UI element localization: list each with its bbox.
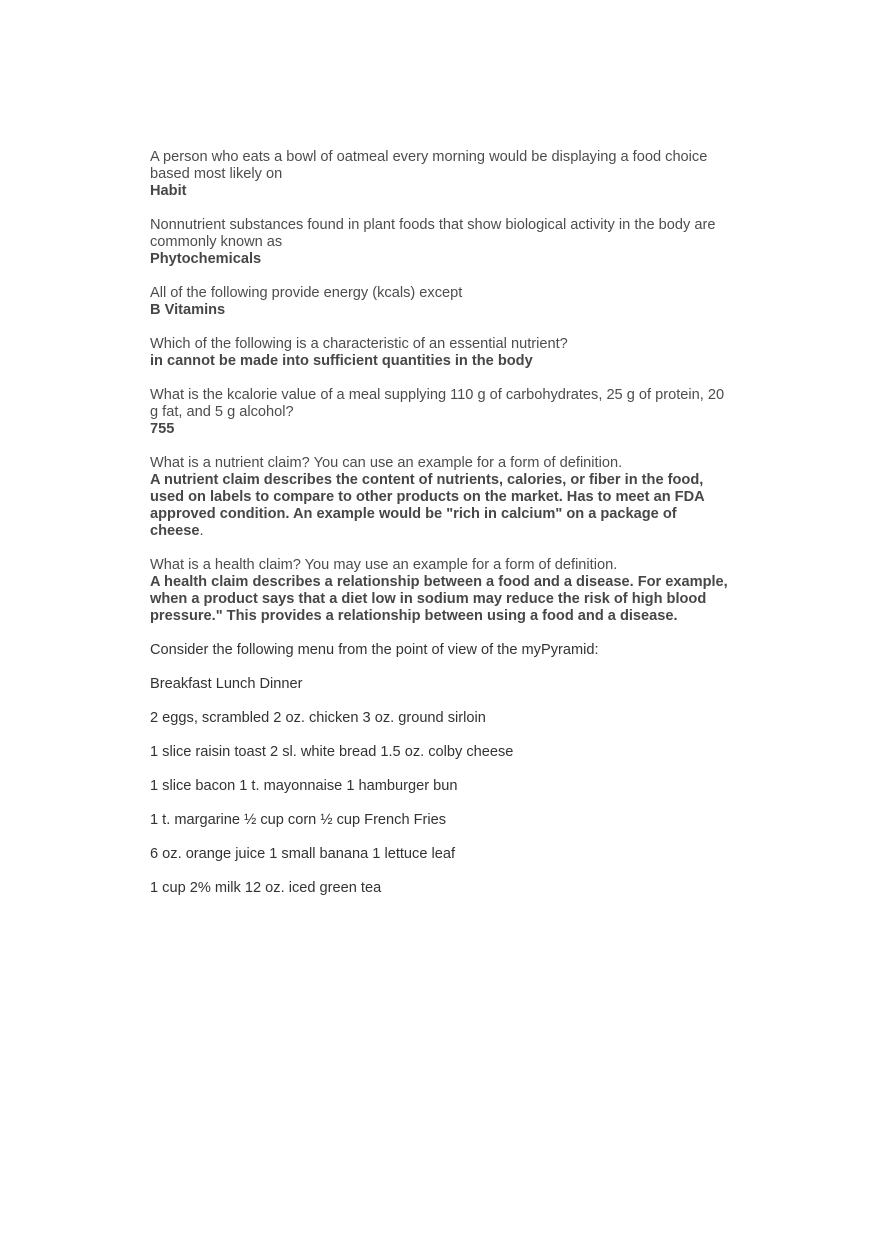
answer-text xyxy=(150,472,730,540)
question-text: What is a health claim? You may use an example for a form of definition. xyxy=(150,557,618,573)
answer-main: B Vitamins xyxy=(150,302,226,318)
qa-item-essential-nutrient xyxy=(150,336,730,370)
answer-main: Habit xyxy=(150,183,187,199)
qa-item-nutrient-claim xyxy=(150,455,730,540)
question-text: All of the following provide energy (kcals) except xyxy=(150,285,463,301)
menu-row: 1 slice raisin toast 2 sl. white bread 1.5 oz. colby cheese xyxy=(150,744,514,760)
answer-main: A health claim describes a relationship between a food and a disease. For example, when a product says that a diet low in sodium may reduce the risk of high blood pressure." This provides a relationship between using a food and a disease. xyxy=(150,574,728,624)
menu-row: 2 eggs, scrambled 2 oz. chicken 3 oz. ground sirloin xyxy=(150,710,486,726)
qa-item-kcalorie xyxy=(150,387,730,438)
menu-row: 6 oz. orange juice 1 small banana 1 lettuce leaf xyxy=(150,846,456,862)
qa-item-habit xyxy=(150,149,730,200)
qa-item-phytochemicals xyxy=(150,217,730,268)
question-text: What is a nutrient claim? You can use an example for a form of definition. xyxy=(150,455,623,471)
answer-suffix: . xyxy=(199,523,204,539)
answer-text xyxy=(150,302,730,319)
menu-row: 1 cup 2% milk 12 oz. iced green tea xyxy=(150,880,382,896)
question-text: Nonnutrient substances found in plant foods that show biological activity in the body are commonly known as xyxy=(150,217,716,250)
question-text: Which of the following is a characteristic of an essential nutrient? xyxy=(150,336,568,352)
question-text: What is the kcalorie value of a meal supplying 110 g of carbohydrates, 25 g of protein, 20 g fat, and 5 g alcohol? xyxy=(150,387,725,420)
answer-main: Phytochemicals xyxy=(150,251,262,267)
menu-header-row: Breakfast Lunch Dinner xyxy=(150,676,303,692)
qa-item-energy xyxy=(150,285,730,319)
answer-main: in cannot be made into sufficient quantities in the body xyxy=(150,353,533,369)
document-content xyxy=(150,149,730,914)
menu-row: 1 t. margarine ½ cup corn ½ cup French Fries xyxy=(150,812,447,828)
menu-intro: Consider the following menu from the point of view of the myPyramid: xyxy=(150,642,599,658)
menu-row: 1 slice bacon 1 t. mayonnaise 1 hamburger bun xyxy=(150,778,458,794)
answer-text xyxy=(150,353,730,370)
qa-item-health-claim xyxy=(150,557,730,625)
menu-table xyxy=(150,676,730,897)
answer-text xyxy=(150,421,730,438)
question-text: A person who eats a bowl of oatmeal every morning would be displaying a food choice based most likely on xyxy=(150,149,708,182)
answer-text xyxy=(150,574,730,625)
answer-text xyxy=(150,183,730,200)
answer-text xyxy=(150,251,730,268)
answer-main: A nutrient claim describes the content of nutrients, calories, or fiber in the food, used on labels to compare to other products on the market. Has to meet an FDA approved condition. An example would be "rich in calcium" on a package of cheese xyxy=(150,472,705,539)
answer-main: 755 xyxy=(150,421,175,437)
